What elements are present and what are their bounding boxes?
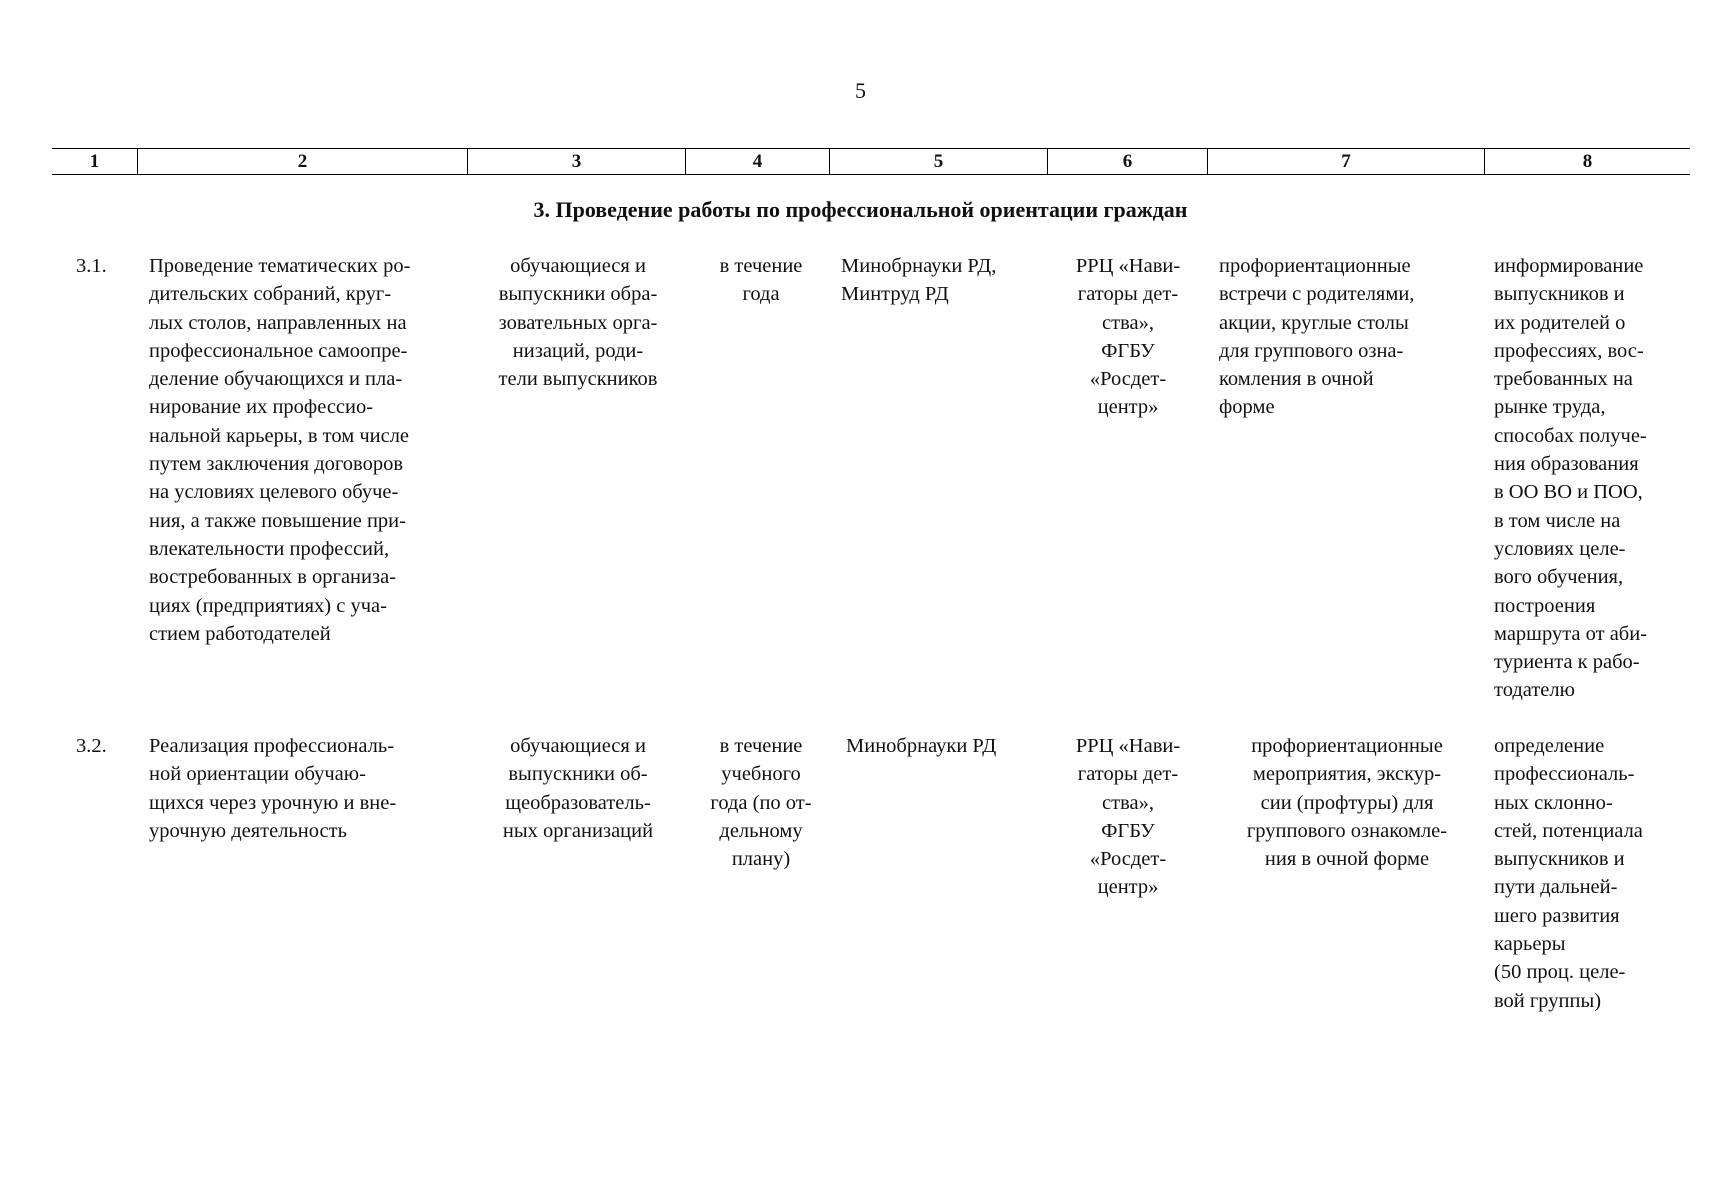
expected-result-cell: информирование выпускников и их родителей о профессиях, вос- требованных на рынке труда, способах получе- ния образования в ОО ВО и ПОО, в том числе на условиях целе- вого обучения, построения маршрута от аби- туриента к рабо- тодателю (1494, 255, 1648, 702)
column-header-6: 6 (1048, 149, 1208, 174)
row-number: 3.2. (76, 735, 107, 757)
column-header-8: 8 (1582, 151, 1593, 172)
target-group-cell: обучающиеся и выпускники обра- зовательных орга- низаций, роди- тели выпускников (498, 255, 658, 391)
event-form-cell: профориентационные мероприятия, экскур- сии (профтуры) для группового ознакомле- ния в очной форме (1246, 735, 1448, 871)
section-title: 3. Проведение работы по профессиональной ориентации граждан (533, 197, 1188, 222)
expected-result-cell: определение профессиональ- ных склонно- стей, потенциала выпускников и пути дальней- шего развития карьеры (50 проц. целе- вой группы) (1494, 735, 1643, 1012)
column-header-5: 5 (830, 149, 1048, 174)
responsible-cell: Минобрнауки РД, Минтруд РД (841, 255, 997, 306)
column-number-header (52, 148, 1690, 175)
column-header-4: 4 (686, 149, 830, 174)
period-cell: в течение учебного года (по от- дельному плану) (710, 735, 812, 871)
column-header-2: 2 (138, 149, 468, 174)
partners-cell: РРЦ «Нави- гаторы дет- ства», ФГБУ «Росдет- центр» (1075, 255, 1181, 419)
column-header-1: 1 (52, 149, 138, 174)
period-cell: в течение года (719, 255, 803, 306)
activity-cell: Проведение тематических ро- дительских собраний, круг- лых столов, направленных на профессиональное самоопре- деление обучающихся и пла- нирование их профессио- нальной карьеры, в том числе путем заключения договоров на условиях целевого обуче- ния, а также повышение при- влекательности профессий, востребованных в организа- циях (предприятиях) с уча- стием работодателей (149, 255, 411, 645)
responsible-cell: Минобрнауки РД (846, 735, 997, 757)
target-group-cell: обучающиеся и выпускники об- щеобразователь- ных организаций (502, 735, 654, 842)
column-header-7: 7 (1208, 149, 1485, 174)
column-header-3: 3 (468, 149, 686, 174)
partners-cell: РРЦ «Нави- гаторы дет- ства», ФГБУ «Росдет- центр» (1075, 735, 1181, 899)
row-number: 3.1. (76, 255, 107, 277)
event-form-cell: профориентационные встречи с родителями, акции, круглые столы для группового озна- комления в очной форме (1219, 255, 1415, 419)
activity-cell: Реализация профессиональ- ной ориентации обучаю- щихся через урочную и вне- урочную деятельность (149, 735, 397, 842)
page-number: 5 (855, 78, 866, 103)
